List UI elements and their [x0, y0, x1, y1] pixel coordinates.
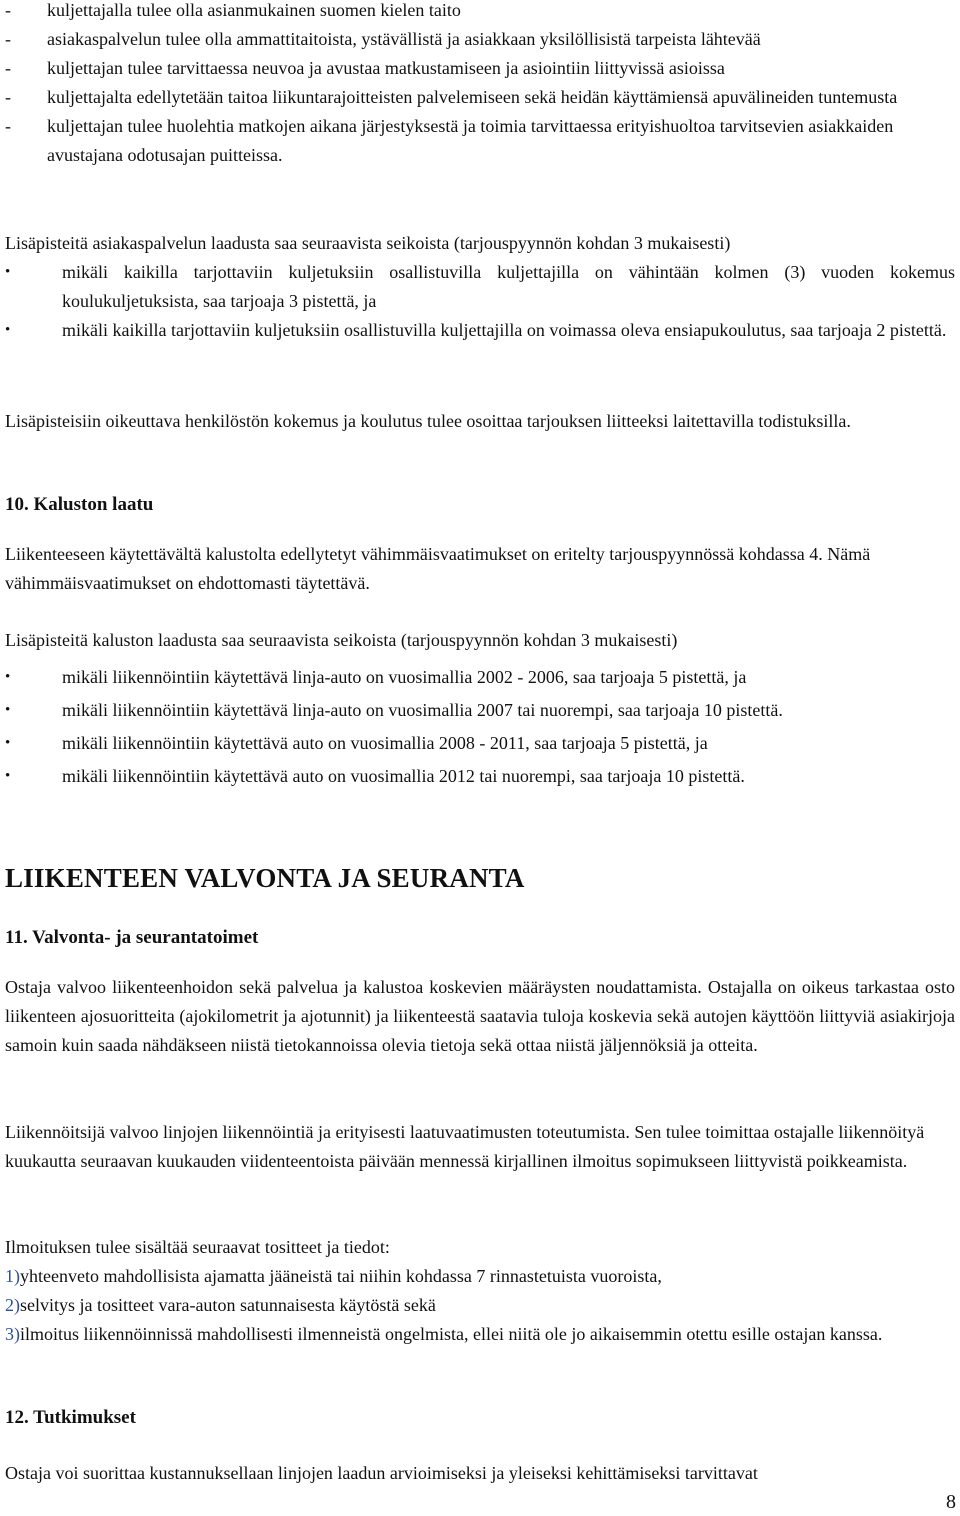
- service-points-intro: Lisäpisteitä asiakaspalvelun laadusta saa seuraavista seikoista (tarjouspyynnön kohdan 3 mukaisesti): [5, 233, 731, 253]
- bullet-icon: •: [5, 735, 11, 751]
- report-section: [5, 1233, 955, 1349]
- dash-icon: -: [5, 29, 11, 49]
- driver-requirements-list: [5, 0, 955, 170]
- bullet-icon: •: [5, 322, 11, 338]
- list-item: • mikäli liikennöintiin käytettävä linja-auto on vuosimallia 2007 tai nuorempi, saa tarjoaja 10 pistettä.: [5, 694, 955, 727]
- bullet-icon: •: [5, 768, 11, 784]
- list-item: 1)yhteenveto mahdollisista ajamatta jääneistä tai niihin kohdassa 7 rinnastetuista vuoroista,: [5, 1266, 662, 1286]
- section-11-para-2: Liikennöitsijä valvoo linjojen liikennöintiä ja erityisesti laatuvaatimusten toteutumista. Sen tulee toimittaa ostajalle liikennöityä kuukautta seuraavan kuukauden viidenteentoista päivään mennessä kirjallinen ilmoitus sopimukseen liittyvistä poikkeamista.: [5, 1122, 925, 1171]
- section-11: [5, 924, 955, 952]
- bullet-icon: •: [5, 264, 11, 280]
- dash-icon: -: [5, 87, 11, 107]
- bullet-icon: •: [5, 669, 11, 685]
- section-10-text: Liikenteeseen käytettävältä kalustolta edellytetyt vähimmäisvaatimukset on eritelty tarjouspyynnössä kohdassa 4. Nämä vähimmäisvaatimukset on ehdottomasti täytettävä.: [5, 544, 871, 593]
- list-item: • mikäli liikennöintiin käytettävä linja-auto on vuosimallia 2002 - 2006, saa tarjoaja 5 pistettä, ja: [5, 661, 955, 694]
- list-item: • mikäli liikennöintiin käytettävä auto on vuosimallia 2008 - 2011, saa tarjoaja 5 pistettä, ja: [5, 727, 955, 760]
- list-item: - kuljettajan tulee huolehtia matkojen aikana järjestyksestä ja toimia tarvittaessa erityishuoltoa tarvitsevien asiakkaiden avustajana odotusajan puitteissa.: [5, 112, 955, 170]
- service-points-list: [5, 258, 955, 345]
- page-title: LIIKENTEEN VALVONTA JA SEURANTA: [5, 863, 525, 893]
- section-12-text: Ostaja voi suorittaa kustannuksellaan linjojen laadun arvioimiseksi ja yleiseksi kehittämiseksi tarvittavat: [5, 1463, 758, 1483]
- section-12: [5, 1404, 955, 1432]
- page-number: 8: [946, 1491, 956, 1513]
- service-points-section: [5, 229, 955, 345]
- service-points-note: Lisäpisteisiin oikeuttava henkilöstön kokemus ja koulutus tulee osoittaa tarjouksen liitteeksi laitettavilla todistuksilla.: [5, 411, 851, 431]
- section-heading: 10. Kaluston laatu: [5, 494, 154, 515]
- dash-icon: -: [5, 58, 11, 78]
- section-10: [5, 491, 955, 519]
- section-11-para-1: Ostaja valvoo liikenteenhoidon sekä palvelua ja kalustoa koskevien määräysten noudattamista. Ostajalla on oikeus tarkastaa osto liikenteen ajosuoritteita (ajokilometrit ja ajotunnit) ja liikenteestä saatavia tuloja koskevia sekä autojen käyttöön liittyviä asiakirjoja samoin kuin saada nähdäkseen niistä tietokannoissa olevia tietoja sekä ottaa niistä jäljennöksiä ja otteita.: [5, 977, 955, 1055]
- list-item: • mikäli kaikilla tarjottaviin kuljetuksiin osallistuvilla kuljettajilla on vähintään kolmen (3) vuoden kokemus koulukuljetuksista, saa tarjoaja 3 pistettä, ja: [5, 258, 955, 316]
- report-intro: Ilmoituksen tulee sisältää seuraavat tositteet ja tiedot:: [5, 1237, 390, 1257]
- list-item: - kuljettajalla tulee olla asianmukainen suomen kielen taito: [5, 0, 955, 25]
- list-item: - kuljettajan tulee tarvittaessa neuvoa ja avustaa matkustamiseen ja asiointiin liittyvissä asioissa: [5, 54, 955, 83]
- list-item: - kuljettajalta edellytetään taitoa liikuntarajoitteisten palvelemiseen sekä heidän käyttämiensä apuvälineiden tuntemusta: [5, 83, 955, 112]
- main-heading-block: [5, 861, 955, 895]
- list-item: 3)ilmoitus liikennöinnissä mahdollisesti ilmenneistä ongelmista, ellei niitä ole jo aikaisemmin otettu esille ostajan kanssa.: [5, 1324, 883, 1344]
- list-item: - asiakaspalvelun tulee olla ammattitaitoista, ystävällistä ja asiakkaan yksilöllisistä tarpeista lähtevää: [5, 25, 955, 54]
- equipment-points-section: [5, 626, 955, 793]
- bullet-icon: •: [5, 702, 11, 718]
- equipment-points-intro: Lisäpisteitä kaluston laadusta saa seuraavista seikoista (tarjouspyynnön kohdan 3 mukaisesti): [5, 630, 678, 650]
- equipment-points-list: [5, 661, 955, 793]
- list-item: • mikäli kaikilla tarjottaviin kuljetuksiin osallistuvilla kuljettajilla on voimassa oleva ensiapukoulutus, saa tarjoaja 2 pistettä.: [5, 316, 955, 345]
- list-item: • mikäli liikennöintiin käytettävä auto on vuosimallia 2012 tai nuorempi, saa tarjoaja 10 pistettä.: [5, 760, 955, 793]
- list-item: 2)selvitys ja tositteet vara-auton satunnaisesta käytöstä sekä: [5, 1295, 436, 1315]
- section-heading: 12. Tutkimukset: [5, 1407, 136, 1428]
- dash-icon: -: [5, 0, 11, 20]
- section-heading: 11. Valvonta- ja seurantatoimet: [5, 927, 259, 948]
- dash-icon: -: [5, 116, 11, 136]
